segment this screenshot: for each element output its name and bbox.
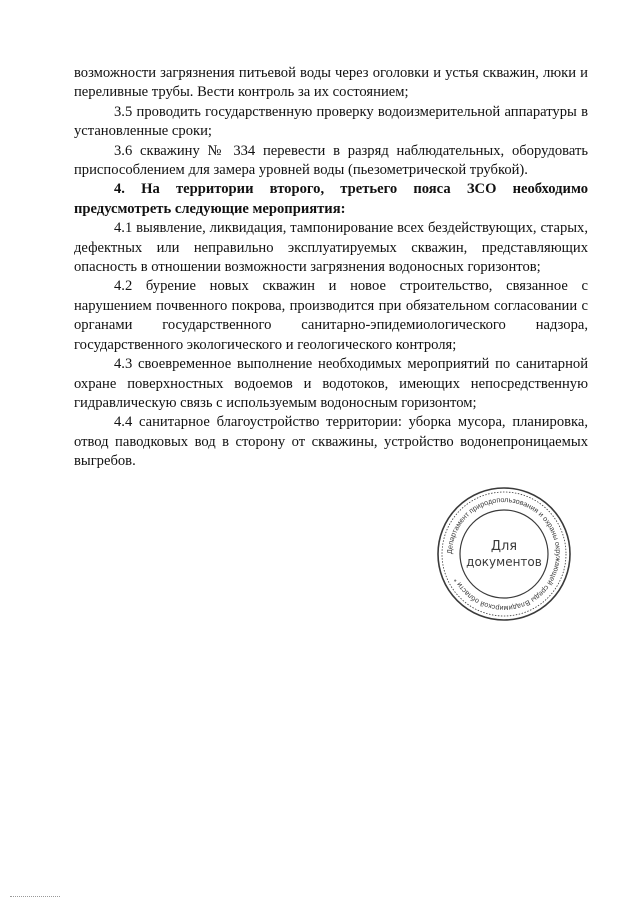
paragraph-4-4: 4.4 санитарное благоустройство территории: уборка мусора, планировка, отвод паводковых вод в сторону от скважины, устройство водонепроницаемых выгребов.: [74, 414, 588, 470]
paragraph-4-1: 4.1 выявление, ликвидация, тампонирование всех бездействующих, старых, дефектных или неправильно эксплуатируемых скважин, представляющих опасность в отношении возможности загрязнения водоносных горизонтов;: [74, 220, 588, 276]
section-4-heading: 4. На территории второго, третьего пояса ЗСО необходимо предусмотреть следующие мероприятия:: [74, 181, 588, 217]
official-stamp: [434, 484, 574, 624]
paragraph-4-2: 4.2 бурение новых скважин и новое строительство, связанное с нарушением почвенного покрова, производится при обязательном согласовании с органами государственного санитарно-эпидемиологического надзора, государственного экологического и геологического контроля;: [74, 278, 588, 353]
paragraph-3-5: 3.5 проводить государственную проверку водоизмерительной аппаратуры в установленные сроки;: [74, 103, 588, 140]
stamp-seal-icon: [434, 484, 574, 624]
stamp-center-line1: Для: [490, 539, 518, 554]
document-body: [74, 64, 588, 472]
paragraph-continuation: возможности загрязнения питьевой воды через оголовки и устья скважин, люки и переливные трубы. Вести контроль за их состоянием;: [74, 65, 588, 101]
footer-dotted-mark: [10, 896, 60, 898]
stamp-ring-text: Департамент природопользования и охраны окружающей среды Владимирской области *: [444, 494, 564, 614]
paragraph-3-6: 3.6 скважину № 334 перевести в разряд наблюдательных, оборудовать приспособлением для замера уровней воды (пьезометрической трубкой).: [74, 142, 588, 179]
paragraph-4-3: 4.3 своевременное выполнение необходимых мероприятий по санитарной охране поверхностных водоемов и водотоков, имеющих непосредственную гидравлическую связь с используемым водоносным горизонтом;: [74, 356, 588, 411]
stamp-center-line2: документов: [466, 555, 542, 569]
